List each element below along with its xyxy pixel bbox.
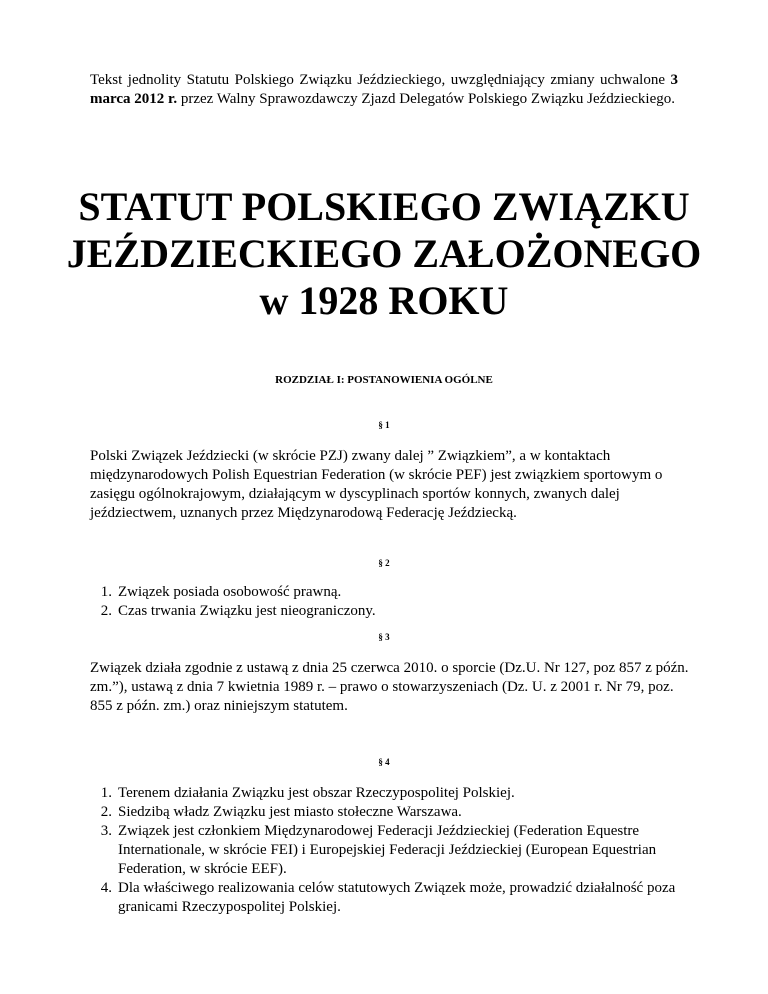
list-item-number: 1. (100, 785, 112, 801)
section-mark-4: § 4 (378, 757, 390, 767)
title-line-3: w 1928 ROKU (259, 278, 509, 323)
list-item (90, 583, 690, 602)
list-item-text: Terenem działania Związku jest obszar Rzeczypospolitej Polskiej. (118, 785, 515, 801)
intro-date: 3 marca 2012 r. (90, 72, 678, 107)
list-item (90, 784, 690, 803)
intro-text-before: Tekst jednolity Statutu Polskiego Związku Jeździeckiego, uwzględniający zmiany uchwalone (90, 72, 671, 88)
section-1-text: Polski Związek Jeździecki (w skrócie PZJ) zwany dalej ” Związkiem”, a w kontaktach międzynarodowych Polish Equestrian Federation (w skrócie PEF) jest związkiem sportowym o zasięgu ogólnokrajowym, działającym w dyscyplinach sportów konnych, zwanych dalej jeździectwem, uznanych przez Międzynarodową Federację Jeździecką. (90, 448, 663, 521)
list-item-text: Związek posiada osobowość prawną. (118, 584, 342, 600)
title-line-2: JEŹDZIECKIEGO ZAŁOŻONEGO (66, 231, 702, 276)
list-item-number: 4. (100, 880, 112, 896)
list-item-number: 3. (100, 823, 112, 839)
list-item-text: Związek jest członkiem Międzynarodowej Federacji Jeździeckiej (Federation Equestre Internationale, w skrócie FEI) i Europejskiej Federacji Jeździeckiej (European Equestrian Federation, w skrócie EEF). (118, 823, 657, 877)
list-item (90, 879, 690, 917)
list-item-text: Dla właściwego realizowania celów statutowych Związek może, prowadzić działalność poza granicami Rzeczypospolitej Polskiej. (118, 880, 676, 915)
title-line-1: STATUT POLSKIEGO ZWIĄZKU (78, 184, 690, 229)
intro-text-after: przez Walny Sprawozdawczy Zjazd Delegatów Polskiego Związku Jeździeckiego. (177, 91, 675, 107)
list-item (90, 822, 690, 879)
list-item (90, 602, 690, 621)
list-item-text: Czas trwania Związku jest nieograniczony. (118, 603, 376, 619)
section-2-list (90, 583, 690, 621)
list-item-number: 1. (100, 584, 112, 600)
chapter-heading: ROZDZIAŁ I: POSTANOWIENIA OGÓLNE (275, 374, 493, 386)
list-item-number: 2. (100, 804, 112, 820)
section-mark-3: § 3 (378, 632, 390, 642)
list-item-number: 2. (100, 603, 112, 619)
list-item (90, 803, 690, 822)
section-3-text: Związek działa zgodnie z ustawą z dnia 25 czerwca 2010. o sporcie (Dz.U. Nr 127, poz 857 z późn. zm.”), ustawą z dnia 7 kwietnia 1989 r. – prawo o stowarzyszeniach (Dz. U. z 2001 r. Nr 79, poz. 855 z późn. zm.) oraz niniejszym statutem. (90, 660, 689, 714)
section-mark-1: § 1 (378, 420, 390, 430)
list-item-text: Siedzibą władz Związku jest miasto stołeczne Warszawa. (118, 804, 462, 820)
section-4-list (90, 784, 690, 917)
document-title (40, 183, 728, 324)
intro-note (90, 71, 678, 109)
section-mark-2: § 2 (378, 558, 390, 568)
